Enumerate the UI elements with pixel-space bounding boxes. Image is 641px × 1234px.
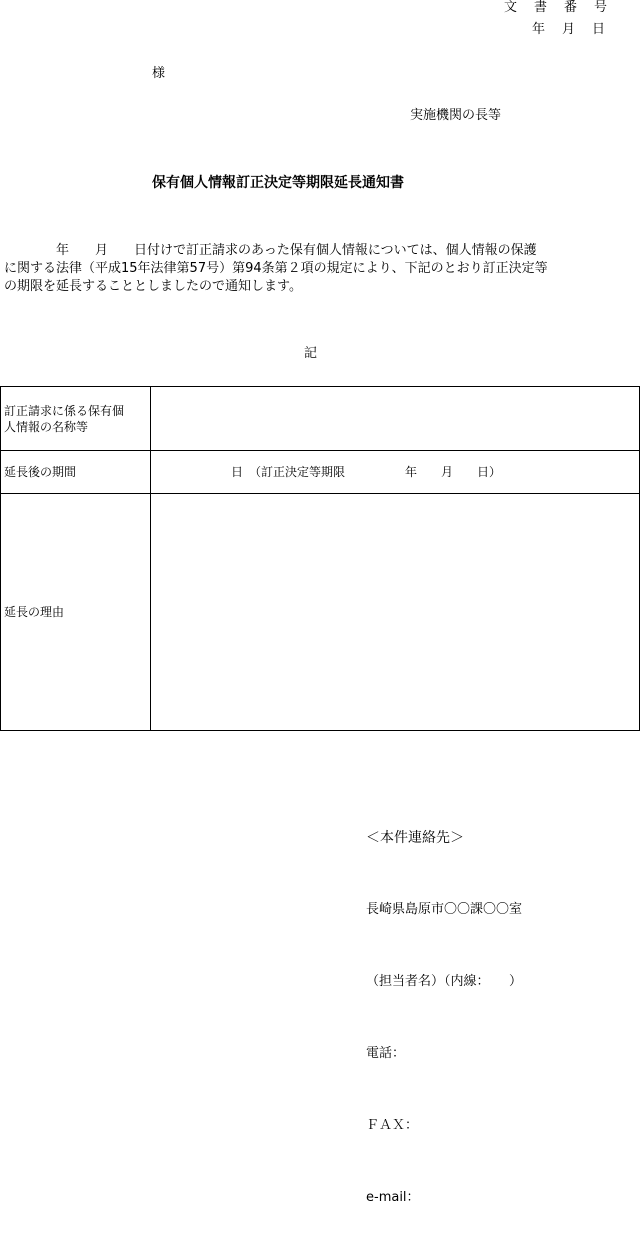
information-name-value	[151, 387, 640, 451]
extended-period-value: 日 （訂正決定等期限 年 月 日）	[231, 465, 502, 479]
contact-office: 長崎県島原市〇〇課〇〇室	[366, 902, 523, 917]
extension-details-table	[0, 386, 640, 731]
document-number-label: 文 書 番 号	[504, 0, 610, 15]
contact-phone: 電話：	[366, 1046, 406, 1061]
document-title: 保有個人情報訂正決定等期限延長通知書	[152, 175, 404, 191]
information-name-label	[1, 387, 151, 451]
information-name-label-line-2: 人情報の名称等	[4, 419, 89, 434]
body-line-2: に関する法律（平成15年法律第57号）第94条第２項の規定により、下記のとおり訂正決定等	[4, 261, 548, 276]
body-paragraph	[4, 242, 640, 296]
contact-fax: ＦＡＸ：	[366, 1118, 419, 1133]
table-row-extended-period	[1, 451, 640, 494]
contact-block	[366, 778, 522, 1234]
table-row-information-name	[1, 387, 640, 451]
extended-period-cell	[151, 451, 640, 494]
body-line-1: 年 月 日付けで訂正請求のあった保有個人情報については、個人情報の保護	[4, 243, 537, 258]
table-row-extension-reason	[1, 494, 640, 731]
extension-reason-value	[151, 494, 640, 731]
document-date-label: 年 月 日	[532, 22, 608, 37]
contact-email: e-mail：	[366, 1190, 420, 1205]
extension-reason-label: 延長の理由	[1, 494, 151, 731]
contact-heading: ＜本件連絡先＞	[366, 830, 464, 846]
contact-person: （担当者名）（内線： ）	[366, 974, 523, 989]
sender-name: 実施機関の長等	[410, 108, 502, 123]
body-line-3: の期限を延長することとしましたので通知します。	[4, 279, 302, 294]
extended-period-label: 延長後の期間	[1, 451, 151, 494]
information-name-label-line-1: 訂正請求に係る保有個	[4, 403, 125, 418]
addressee-honorific: 様	[152, 66, 166, 81]
ki-heading: 記	[304, 346, 318, 361]
